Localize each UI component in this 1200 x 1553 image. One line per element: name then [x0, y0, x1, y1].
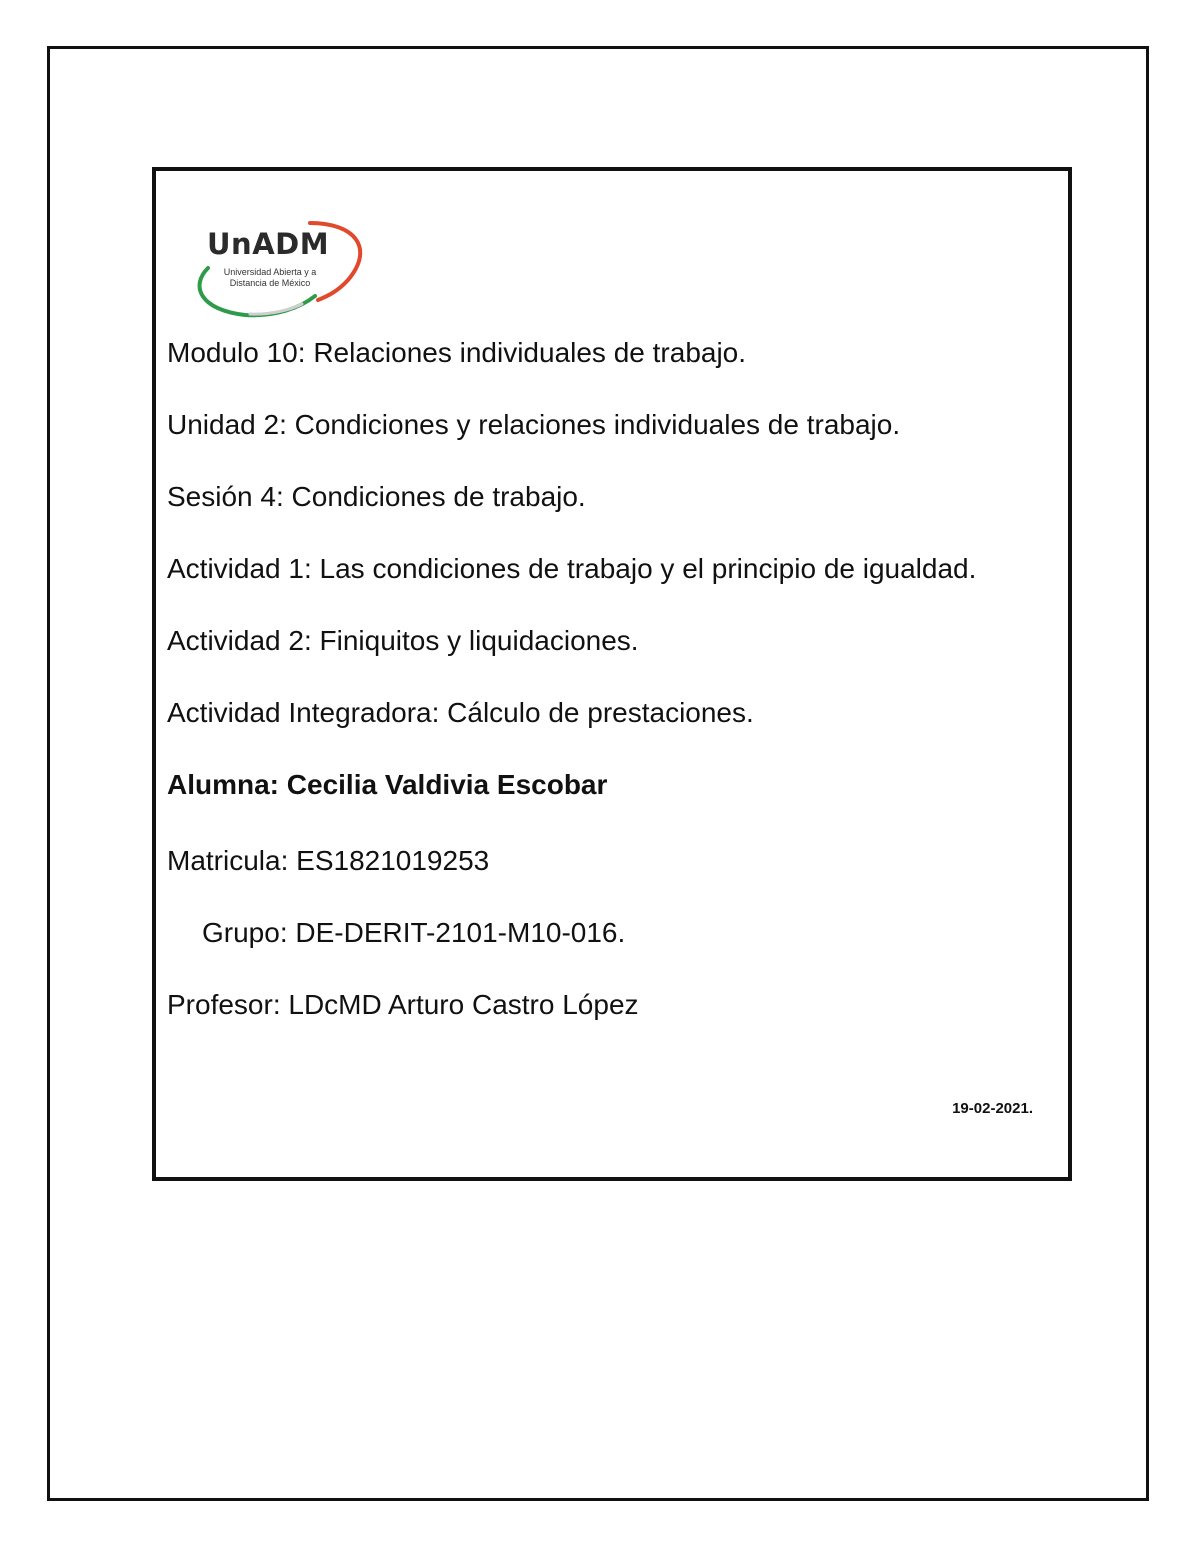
alumna-line: Alumna: Cecilia Valdivia Escobar	[167, 769, 608, 800]
actividad-2-line: Actividad 2: Finiquitos y liquidaciones.	[167, 625, 639, 656]
matricula-line: Matricula: ES1821019253	[167, 845, 490, 876]
modulo-line: Modulo 10: Relaciones individuales de trabajo.	[167, 337, 747, 368]
grupo-line: Grupo: DE-DERIT-2101-M10-016.	[202, 917, 626, 948]
actividad-1-line: Actividad 1: Las condiciones de trabajo y el principio de igualdad.	[167, 553, 977, 584]
cover-content	[167, 336, 1033, 1060]
logo-title: UnADM	[207, 227, 330, 261]
sesion-line: Sesión 4: Condiciones de trabajo.	[167, 481, 586, 512]
actividad-integradora-line: Actividad Integradora: Cálculo de prestaciones.	[167, 697, 754, 728]
logo-subtitle-line1: Universidad Abierta y a	[223, 267, 317, 277]
date-label: 19-02-2021.	[952, 1100, 1033, 1117]
unadm-logo	[190, 218, 365, 318]
logo-subtitle-line2: Distancia de México	[229, 278, 311, 288]
logo-subtitle	[220, 267, 320, 289]
profesor-line: Profesor: LDcMD Arturo Castro López	[167, 989, 639, 1020]
unidad-line: Unidad 2: Condiciones y relaciones individuales de trabajo.	[167, 409, 901, 440]
